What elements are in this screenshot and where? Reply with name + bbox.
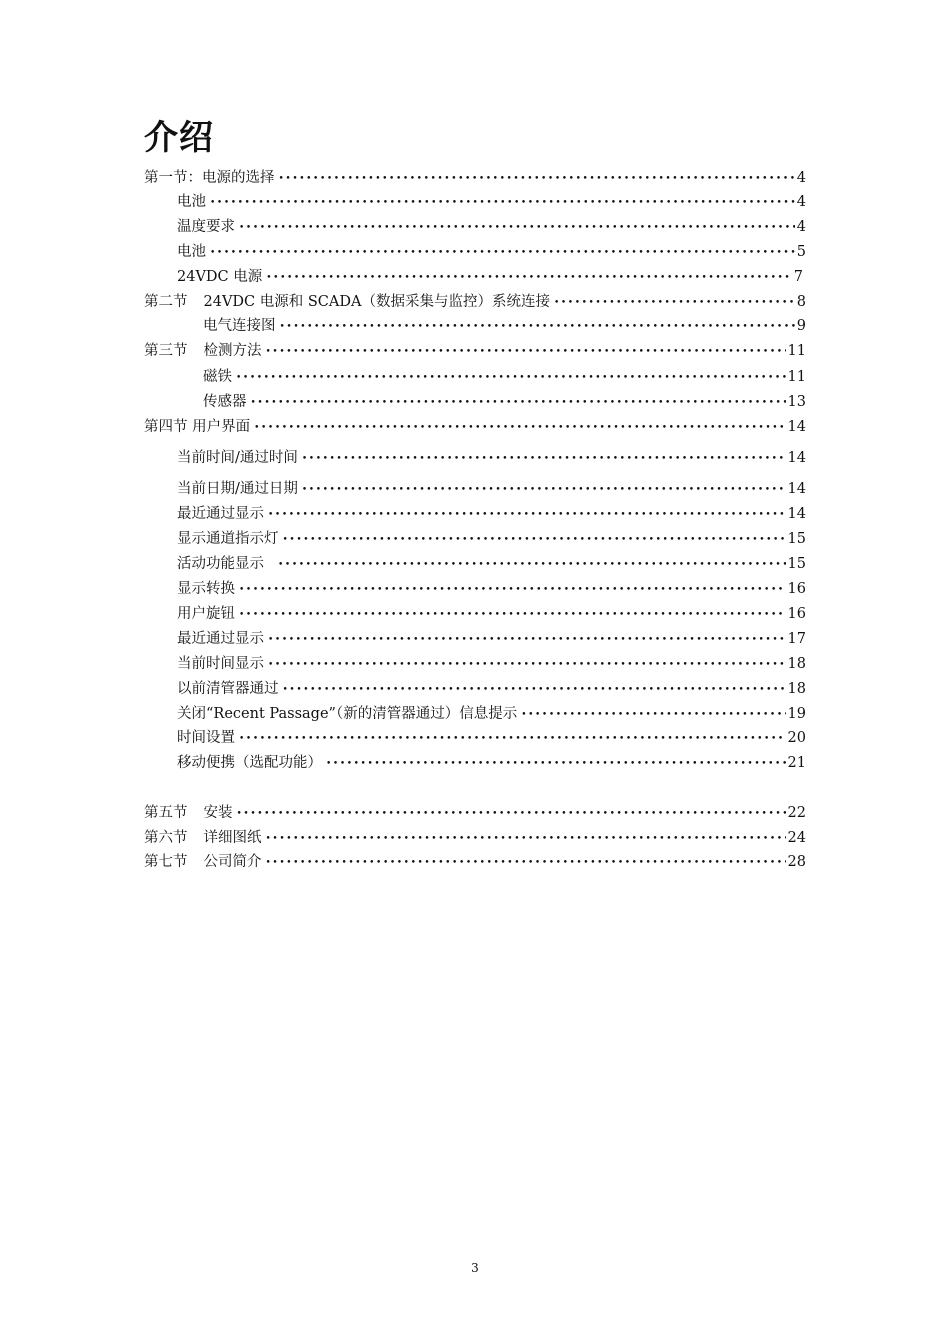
toc-entry-label: 时间设置 — [177, 730, 235, 746]
toc-section-title: 安装 — [203, 805, 233, 821]
toc-entry[interactable] — [144, 416, 806, 438]
toc-section-number: 第五节 — [144, 805, 188, 821]
toc-entry[interactable] — [203, 315, 806, 337]
toc-entry-label: 用户旋钮 — [177, 606, 235, 622]
toc-dot-leader — [251, 391, 786, 413]
toc-entry-page: 17 — [787, 631, 806, 647]
toc-entry[interactable] — [144, 851, 806, 873]
toc-dot-leader — [326, 752, 786, 774]
toc-entry[interactable] — [177, 678, 806, 700]
toc-entry-label: 电池 — [177, 194, 206, 210]
toc-dot-leader — [210, 191, 795, 213]
toc-entry[interactable] — [203, 391, 806, 413]
toc-entry-page: 20 — [787, 730, 806, 746]
toc-dot-leader — [283, 528, 786, 550]
toc-entry-page: 4 — [796, 194, 806, 210]
toc-section-title: 详细图纸 — [203, 830, 262, 846]
toc-entry[interactable] — [177, 703, 806, 725]
toc-entry-page: 4 — [796, 219, 806, 235]
toc-entry[interactable] — [144, 291, 806, 313]
toc-entry[interactable] — [177, 503, 806, 525]
toc-dot-leader — [283, 678, 786, 700]
toc-entry[interactable] — [177, 752, 806, 774]
toc-dot-leader — [266, 266, 792, 288]
toc-dot-leader — [521, 703, 785, 725]
toc-entry-label: 24VDC 电源 — [177, 269, 263, 285]
toc-entry[interactable] — [177, 653, 806, 675]
toc-entry-page: 4 — [796, 170, 806, 186]
toc-entry-page: 14 — [787, 481, 806, 497]
toc-dot-leader — [266, 851, 786, 873]
toc-dot-leader — [239, 216, 795, 238]
toc-entry-label: 当前时间显示 — [177, 656, 264, 672]
toc-entry-page: 7 — [793, 269, 803, 285]
toc-entry[interactable] — [177, 216, 806, 238]
toc-entry[interactable] — [177, 478, 806, 500]
toc-entry-page: 14 — [787, 419, 806, 435]
toc-entry-page: 9 — [796, 318, 806, 334]
toc-entry-page: 22 — [787, 805, 806, 821]
toc-entry-page: 11 — [787, 343, 806, 359]
toc-entry-label: 移动便携（选配功能） — [177, 755, 322, 771]
toc-section-title: 检测方法 — [203, 343, 262, 359]
toc-entry-label: 电气连接图 — [203, 318, 276, 334]
toc-entry[interactable] — [177, 266, 803, 288]
toc-entry-label: 显示转换 — [177, 581, 235, 597]
toc-dot-leader — [239, 578, 786, 600]
toc-entry-label: 第一节：电源的选择 — [144, 170, 275, 186]
toc-entry-label: 当前时间/通过时间 — [177, 450, 298, 466]
toc-dot-leader — [266, 827, 786, 849]
toc-entry-label — [144, 340, 266, 362]
toc-entry-label: 活动功能显示 — [177, 556, 264, 572]
page-title: 介绍 — [144, 118, 214, 158]
toc-dot-leader — [302, 478, 786, 500]
toc-entry-page: 11 — [787, 369, 806, 385]
toc-dot-leader — [278, 553, 786, 575]
toc-entry[interactable] — [177, 241, 806, 263]
toc-entry-page: 16 — [787, 581, 806, 597]
toc-entry-label: 最近通过显示 — [177, 631, 264, 647]
toc-entry-label: 传感器 — [203, 394, 247, 410]
toc-entry-page: 28 — [787, 854, 806, 870]
toc-entry-page: 24 — [787, 830, 806, 846]
toc-entry-page: 13 — [787, 394, 806, 410]
toc-entry-page: 18 — [787, 681, 806, 697]
toc-dot-leader — [254, 416, 785, 438]
toc-entry-label: 以前清管器通过 — [177, 681, 279, 697]
toc-entry-page: 5 — [796, 244, 806, 260]
toc-entry-label — [144, 851, 266, 873]
toc-dot-leader — [554, 291, 795, 313]
toc-dot-leader — [239, 727, 786, 749]
toc-dot-leader — [236, 366, 786, 388]
toc-section-number: 第七节 — [144, 854, 188, 870]
toc-section-number: 第二节 — [144, 294, 188, 310]
toc-entry-page: 14 — [787, 450, 806, 466]
toc-entry[interactable] — [177, 628, 806, 650]
toc-dot-leader — [237, 802, 786, 824]
toc-entry[interactable] — [144, 167, 806, 189]
toc-dot-leader — [210, 241, 795, 263]
toc-entry-label: 最近通过显示 — [177, 506, 264, 522]
toc-dot-leader — [302, 447, 786, 469]
toc-entry[interactable] — [144, 802, 806, 824]
toc-entry[interactable] — [203, 366, 806, 388]
toc-dot-leader — [279, 167, 795, 189]
toc-entry-page: 8 — [796, 294, 806, 310]
toc-entry[interactable] — [177, 578, 806, 600]
toc-entry[interactable] — [144, 340, 806, 362]
toc-entry[interactable] — [177, 191, 806, 213]
toc-dot-leader — [239, 603, 786, 625]
toc-entry[interactable] — [177, 447, 806, 469]
toc-entry-label: 关闭“Recent Passage”（新的清管器通过）信息提示 — [177, 706, 518, 722]
toc-entry[interactable] — [177, 603, 806, 625]
toc-section-number: 第六节 — [144, 830, 188, 846]
toc-entry[interactable] — [177, 528, 806, 550]
toc-entry-label: 当前日期/通过日期 — [177, 481, 298, 497]
toc-entry-label: 磁铁 — [203, 369, 232, 385]
toc-entry[interactable] — [177, 553, 806, 575]
page-number: 3 — [471, 1261, 479, 1275]
toc-entry-page: 15 — [787, 556, 806, 572]
toc-section-number: 第三节 — [144, 343, 188, 359]
toc-entry-page: 19 — [787, 706, 806, 722]
toc-entry-page: 14 — [787, 506, 806, 522]
toc-entry-label: 电池 — [177, 244, 206, 260]
toc-entry-page: 16 — [787, 606, 806, 622]
toc-dot-leader — [266, 340, 786, 362]
toc-entry-page: 15 — [787, 531, 806, 547]
toc-dot-leader — [268, 653, 786, 675]
toc-entry-page: 18 — [787, 656, 806, 672]
toc-entry-label — [144, 827, 266, 849]
toc-section-title: 公司简介 — [203, 854, 262, 870]
toc-entry[interactable] — [144, 827, 806, 849]
toc-entry-label — [144, 291, 554, 313]
toc-dot-leader — [280, 315, 795, 337]
toc-dot-leader — [268, 503, 786, 525]
toc-entry-label: 温度要求 — [177, 219, 235, 235]
toc-section-title: 24VDC 电源和 SCADA（数据采集与监控）系统连接 — [203, 294, 550, 310]
toc-entry-label — [144, 802, 237, 824]
toc-dot-leader — [268, 628, 786, 650]
toc-entry[interactable] — [177, 727, 806, 749]
toc-entry-page: 21 — [787, 755, 806, 771]
toc-entry-label: 显示通道指示灯 — [177, 531, 279, 547]
toc-entry-label: 第四节 用户界面 — [144, 419, 251, 435]
